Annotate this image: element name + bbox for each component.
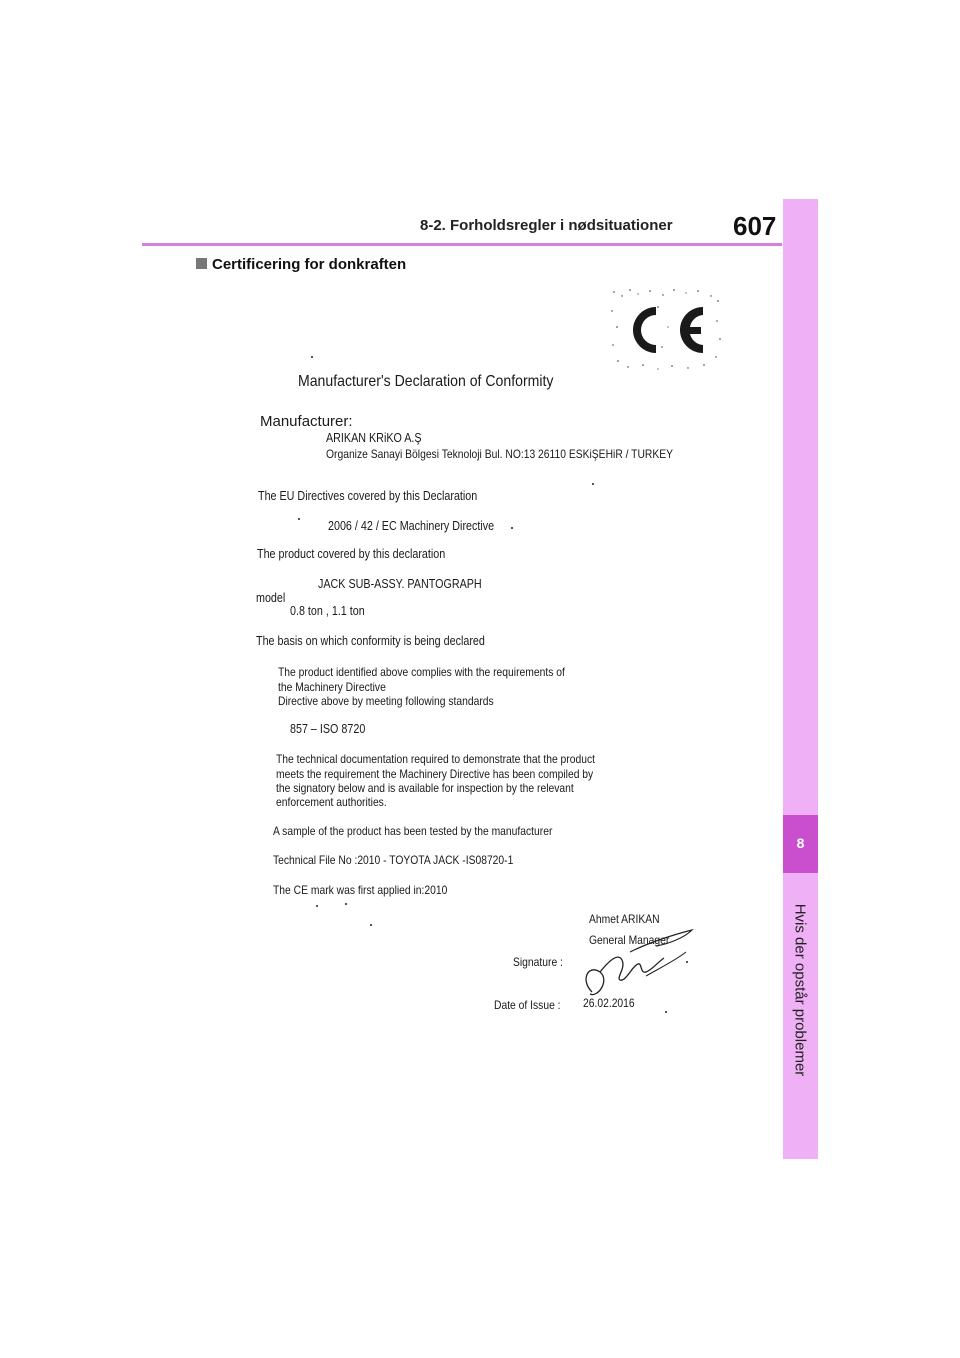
header-section-title: 8-2. Forholdsregler i nødsituationer <box>420 217 673 234</box>
header-divider <box>142 243 782 246</box>
basis-heading: The basis on which conformity is being declared <box>256 634 485 648</box>
basis-line: the Machinery Directive <box>278 680 386 694</box>
technical-line: meets the requirement the Machinery Directive has been compiled by <box>276 767 594 781</box>
scan-speck <box>511 527 513 529</box>
section-heading-text: Certificering for donkraften <box>212 256 407 273</box>
chapter-number: 8 <box>796 835 805 851</box>
signer-name: Ahmet ARIKAN <box>589 912 660 926</box>
scan-speck <box>665 1011 667 1013</box>
basis-line: Directive above by meeting following standards <box>278 694 494 708</box>
signature-label: Signature : <box>513 955 563 969</box>
declaration-title: Manufacturer's Declaration of Conformity <box>298 373 554 390</box>
scan-speck <box>311 356 313 358</box>
directives-heading: The EU Directives covered by this Declaration <box>258 489 478 503</box>
signer-title: General Manager <box>589 933 670 947</box>
product-name: JACK SUB-ASSY. PANTOGRAPH <box>318 577 482 591</box>
scan-speck <box>316 905 318 907</box>
standard-line: 857 – ISO 8720 <box>290 722 366 736</box>
model-label: model <box>256 591 286 605</box>
scan-speck <box>686 961 688 963</box>
chapter-title: Hvis der opstår problemer <box>791 903 809 1077</box>
technical-file-line: Technical File No :2010 - TOYOTA JACK -IS08720-1 <box>273 853 514 867</box>
handwritten-signature <box>580 922 700 1007</box>
basis-line: The product identified above complies with the requirements of <box>278 665 565 679</box>
sample-line: A sample of the product has been tested by the manufacturer <box>273 824 553 838</box>
date-label: Date of Issue : <box>494 998 561 1012</box>
technical-line: The technical documentation required to demonstrate that the product <box>276 752 595 766</box>
technical-line: the signatory below and is available for inspection by the relevant <box>276 781 574 795</box>
manufacturer-label: Manufacturer: <box>260 413 353 430</box>
model-values: 0.8 ton , 1.1 ton <box>290 604 365 618</box>
product-heading: The product covered by this declaration <box>257 547 446 561</box>
date-value: 26.02.2016 <box>583 996 635 1010</box>
square-bullet-icon <box>196 258 207 269</box>
directive-line: 2006 / 42 / EC Machinery Directive <box>328 519 495 533</box>
ce-mark-line: The CE mark was first applied in:2010 <box>273 883 448 897</box>
section-heading <box>196 256 406 273</box>
ce-logo <box>608 287 723 372</box>
page-number: 607 <box>733 211 777 241</box>
scan-speck <box>298 518 300 520</box>
scan-speck <box>370 924 372 926</box>
scan-speck <box>345 903 347 905</box>
manufacturer-name: ARIKAN KRiKO A.Ş <box>326 431 422 445</box>
scan-speck <box>592 483 594 485</box>
manufacturer-address: Organize Sanayi Bölgesi Teknoloji Bul. NO:13 26110 ESKiŞEHiR / TURKEY <box>326 447 674 461</box>
technical-line: enforcement authorities. <box>276 795 387 809</box>
